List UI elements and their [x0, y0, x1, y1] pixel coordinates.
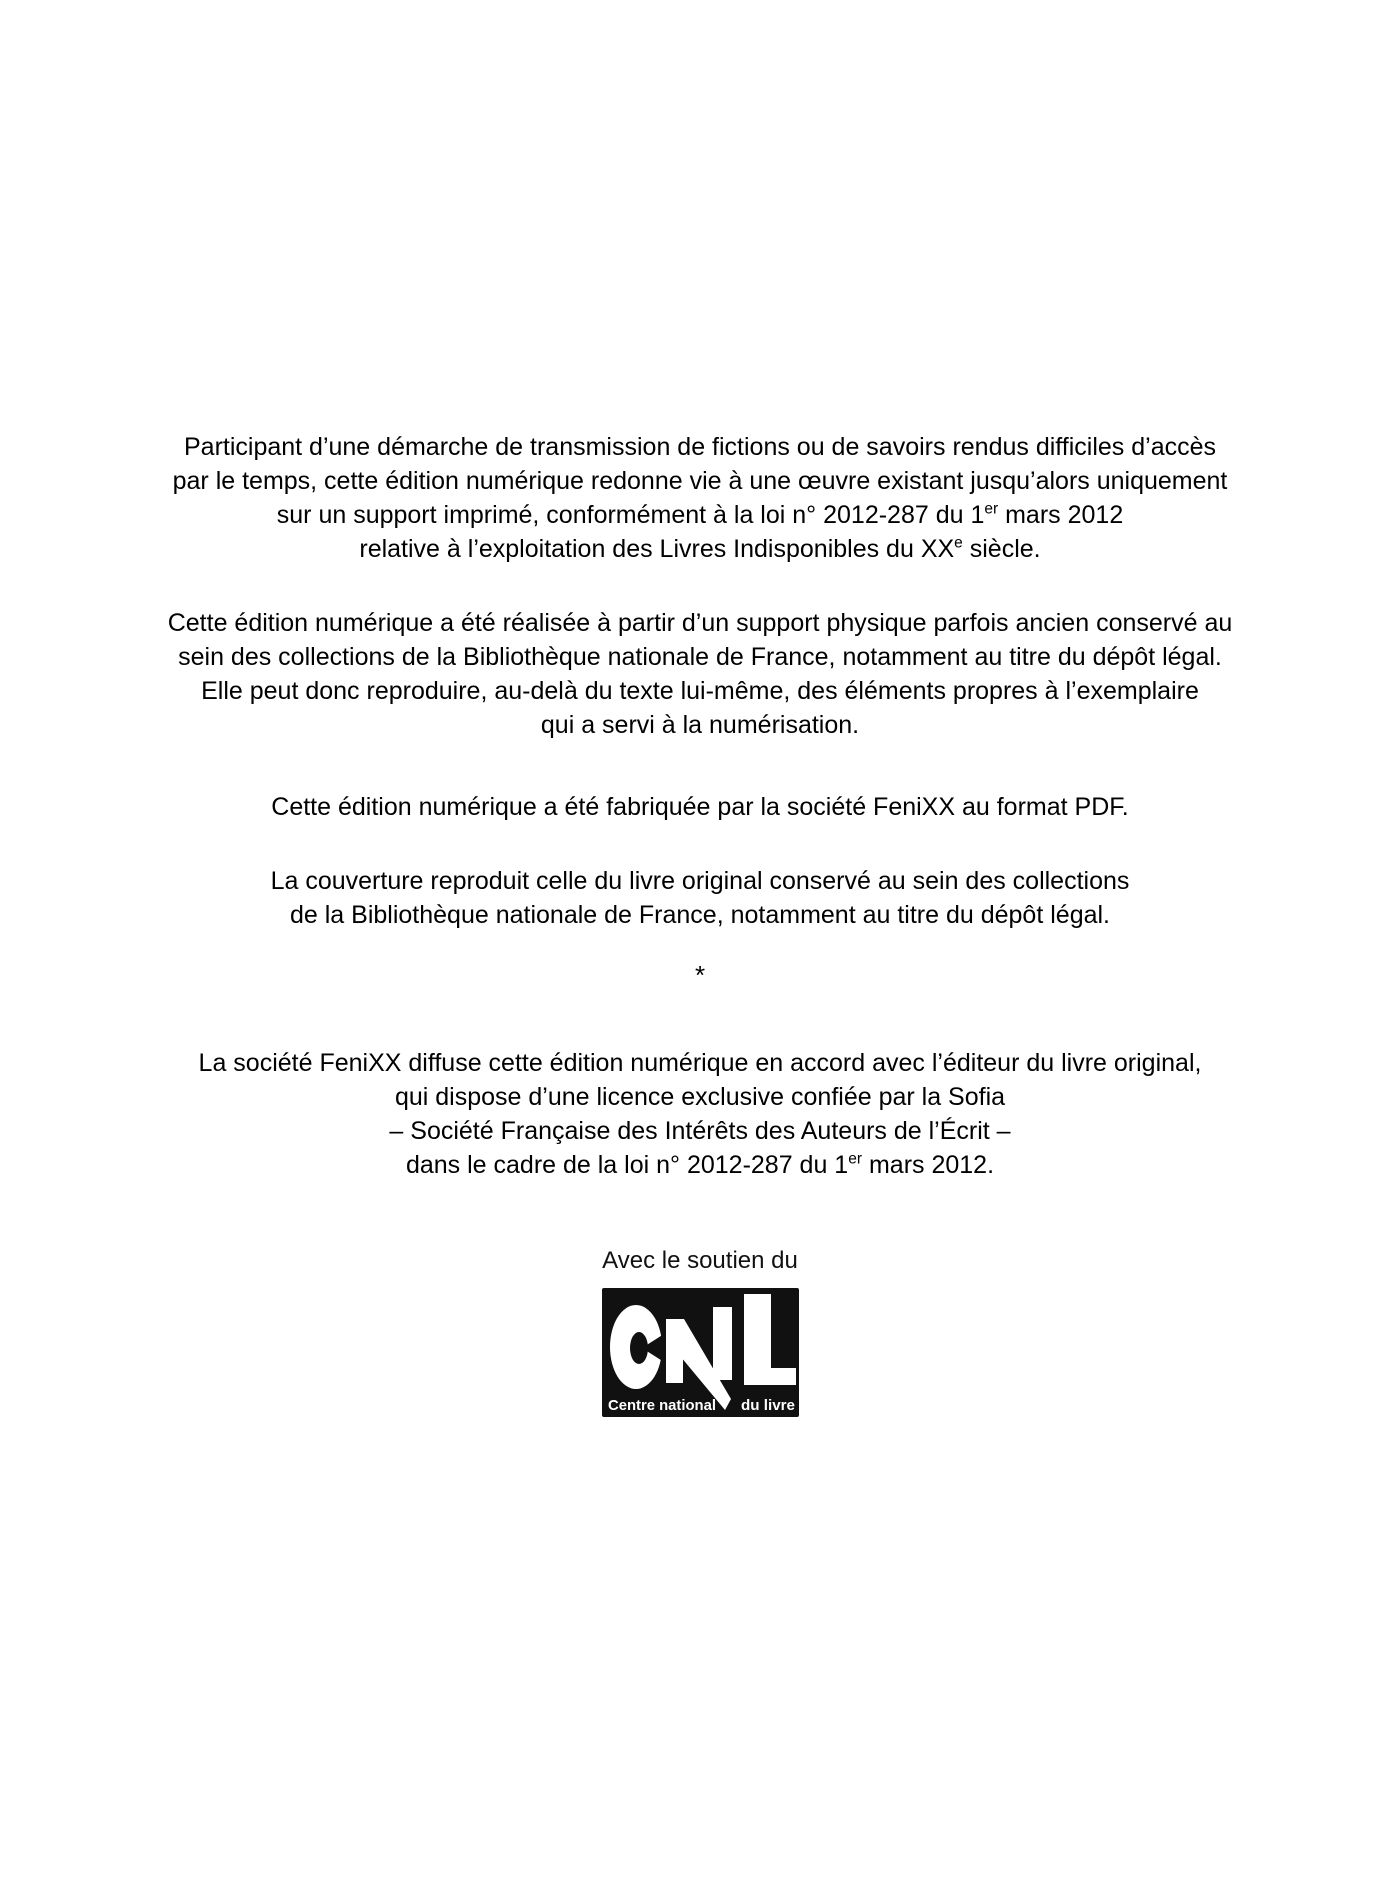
- text-segment: siècle.: [962, 535, 1041, 563]
- support-section: [0, 1246, 1400, 1417]
- text-line: Cette édition numérique a été réalisée à partir d’un support physique parfois ancien conservé au: [167, 609, 1233, 637]
- text-segment: mars 2012.: [862, 1151, 995, 1179]
- text-line: qui dispose d’une licence exclusive confiée par la Sofia: [394, 1083, 1006, 1111]
- logo-text-du-livre: du livre: [740, 1397, 795, 1414]
- text-line: [0, 498, 1400, 532]
- paragraph-fabrication: [0, 790, 1400, 824]
- paragraph-diffusion: [0, 1046, 1400, 1182]
- cnl-logo: [602, 1288, 799, 1417]
- text-line: Participant d’une démarche de transmission de fictions ou de savoirs rendus difficiles d’accès: [183, 433, 1217, 461]
- paragraph-couverture: [0, 864, 1400, 932]
- paragraph-source: [0, 606, 1400, 742]
- text-segment: sur un support imprimé, conformément à la loi n° 2012-287 du 1: [276, 501, 985, 529]
- superscript: e: [954, 534, 963, 552]
- asterisk-separator: *: [694, 960, 706, 990]
- text-line: [0, 1148, 1400, 1182]
- text-line: sein des collections de la Bibliothèque nationale de France, notamment au titre du dépôt légal.: [178, 643, 1222, 671]
- paragraph-transmission: [0, 430, 1400, 566]
- text-line: de la Bibliothèque nationale de France, notamment au titre du dépôt légal.: [290, 901, 1110, 929]
- support-caption: Avec le soutien du: [602, 1247, 798, 1274]
- superscript: er: [848, 1150, 863, 1168]
- text-line: – Société Française des Intérêts des Auteurs de l’Écrit –: [389, 1117, 1011, 1145]
- text-line: La société FeniXX diffuse cette édition numérique en accord avec l’éditeur du livre original,: [198, 1049, 1202, 1077]
- text-line: qui a servi à la numérisation.: [540, 711, 860, 739]
- text-segment: dans le cadre de la loi n° 2012-287 du 1: [405, 1151, 849, 1179]
- logo-text-centre-national: Centre national: [607, 1397, 716, 1414]
- cnl-logo-image: [602, 1288, 799, 1417]
- text-segment: mars 2012: [998, 501, 1124, 529]
- text-line: par le temps, cette édition numérique redonne vie à une œuvre existant jusqu’alors uniquement: [172, 467, 1228, 495]
- superscript: er: [984, 500, 999, 518]
- text-segment: relative à l’exploitation des Livres Indisponibles du XX: [359, 535, 955, 563]
- text-line: La couverture reproduit celle du livre original conservé au sein des collections: [270, 867, 1130, 895]
- text-line: Elle peut donc reproduire, au-delà du texte lui-même, des éléments propres à l’exemplaire: [201, 677, 1199, 705]
- text-line: [0, 532, 1400, 566]
- text-line: Cette édition numérique a été fabriquée par la société FeniXX au format PDF.: [271, 793, 1129, 821]
